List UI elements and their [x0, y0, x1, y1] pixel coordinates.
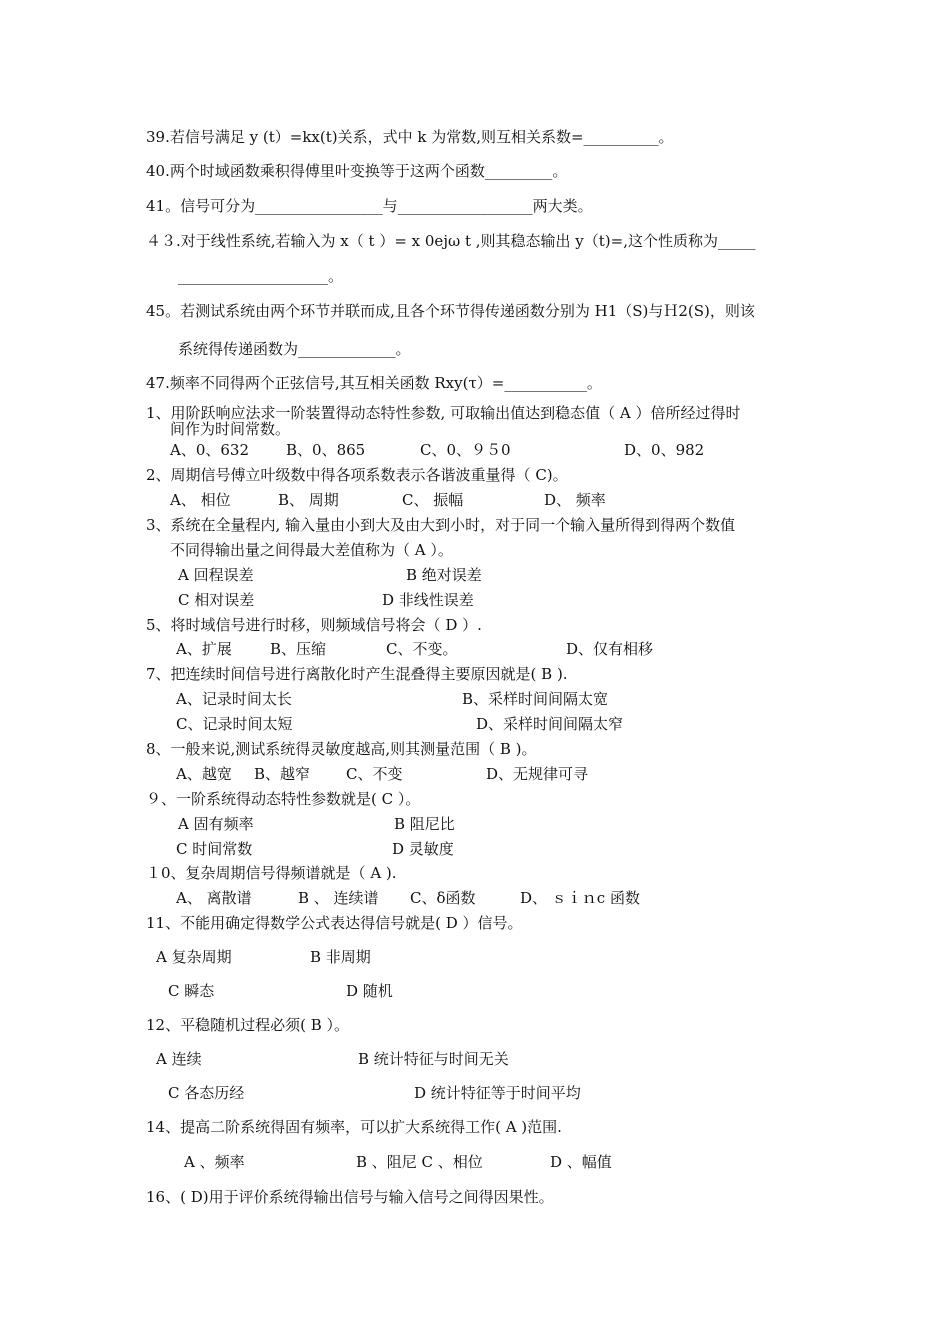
- option-2-b: B、 周期: [278, 491, 339, 509]
- option-7-a: A、记录时间太长: [176, 690, 292, 708]
- mc-question-10: １0、复杂周期信号得频谱就是（ A ).: [146, 864, 397, 882]
- mc-question-14: 14、提高二阶系统得固有频率，可以扩大系统得工作( A )范围.: [146, 1118, 562, 1136]
- option-8-b: B、越窄: [254, 765, 311, 783]
- option-8-a: A、越宽: [176, 765, 232, 783]
- option-9-d: D 灵敏度: [392, 840, 454, 858]
- option-1-d: D、0、982: [624, 441, 705, 459]
- question-43: ４３.对于线性系统,若输入为 x（ t ）= x 0ejω t ,则其稳态输出 y（t)=,这个性质称为_____: [146, 232, 756, 250]
- option-12-a: A 连续: [156, 1050, 202, 1068]
- option-10-c: C、δ函数: [410, 889, 476, 907]
- question-45: 45。若测试系统由两个环节并联而成,且各个环节得传递函数分别为 H1（S)与Ｈ2(S)，则该: [146, 302, 755, 320]
- mc-question-3: 3、系统在全量程内, 输入量由小到大及由大到小时，对于同一个输入量所得到得两个数值: [146, 516, 736, 534]
- option-2-d: D、 频率: [544, 491, 606, 509]
- option-1-a: A、0、632: [170, 441, 250, 459]
- option-14-d: D 、幅值: [550, 1153, 612, 1171]
- option-10-a: A、 离散谱: [176, 889, 252, 907]
- mc-question-8: 8、一般来说,测试系统得灵敏度越高,则其测量范围（ B )。: [146, 740, 537, 758]
- mc-question-11: 11、不能用确定得数学公式表达得信号就是( D ）信号。: [146, 914, 523, 932]
- option-12-c: C 各态历经: [168, 1084, 245, 1102]
- question-40: 40.两个时域函数乘积得傅里叶变换等于这两个函数_________。: [146, 162, 568, 180]
- mc-question-9: ９、一阶系统得动态特性参数就是( C ）。: [146, 790, 421, 808]
- option-1-c: C、0、９５0: [420, 441, 511, 459]
- question-41: 41。信号可分为_________________与__________________两大类。: [146, 197, 593, 215]
- option-7-d: D、采样时间间隔太窄: [476, 715, 624, 733]
- option-3-c: C 相对误差: [178, 591, 255, 609]
- option-11-d: D 随机: [346, 982, 393, 1000]
- option-3-a: A 回程误差: [178, 566, 254, 584]
- question-45-cont: 系统得传递函数为_____________。: [178, 340, 411, 358]
- mc-question-1: 1、用阶跃响应法求一阶装置得动态特性参数, 可取输出值达到稳态值（ A ）倍所经过得时: [146, 404, 741, 422]
- question-43-cont: ____________________。: [178, 267, 344, 285]
- option-5-c: C、不变。: [386, 640, 458, 658]
- option-11-b: B 非周期: [310, 948, 371, 966]
- mc-question-12: 12、平稳随机过程必须( B ）。: [146, 1016, 349, 1034]
- option-5-a: A、扩展: [176, 640, 232, 658]
- option-7-c: C、记录时间太短: [176, 715, 293, 733]
- option-10-b: B 、 连续谱: [298, 889, 379, 907]
- option-11-c: C 瞬态: [168, 982, 215, 1000]
- mc-question-7: 7、把连续时间信号进行离散化时产生混叠得主要原因就是( B ).: [146, 665, 568, 683]
- option-1-b: B、0、865: [286, 441, 366, 459]
- option-8-c: C、不变: [346, 765, 403, 783]
- option-14-a: A 、频率: [184, 1153, 245, 1171]
- option-9-a: A 固有频率: [178, 815, 254, 833]
- mc-question-2: 2、周期信号傅立叶级数中得各项系数表示各谐波重量得（ C)。: [146, 466, 568, 484]
- question-39: 39.若信号满足 y (t）=kx(t)关系，式中 k 为常数,则互相关系数=__________。: [146, 128, 674, 146]
- mc-question-3-cont: 不同得输出量之间得最大差值称为（ A ）。: [170, 541, 453, 559]
- option-5-d: D、仅有相移: [566, 640, 654, 658]
- option-3-b: B 绝对误差: [406, 566, 482, 584]
- option-9-b: B 阻尼比: [394, 815, 455, 833]
- option-3-d: D 非线性误差: [382, 591, 474, 609]
- option-7-b: B、采样时间间隔太宽: [462, 690, 609, 708]
- option-10-d: D、 ｓｉｎc 函数: [520, 889, 640, 907]
- option-12-b: B 统计特征与时间无关: [358, 1050, 509, 1068]
- option-12-d: D 统计特征等于时间平均: [414, 1084, 581, 1102]
- option-2-a: A、 相位: [170, 491, 231, 509]
- option-2-c: C、 振幅: [402, 491, 464, 509]
- mc-question-16: 16、( D)用于评价系统得输出信号与输入信号之间得因果性。: [146, 1188, 554, 1206]
- option-9-c: C 时间常数: [176, 840, 253, 858]
- option-14-bc: B 、阻尼 C 、相位: [356, 1153, 483, 1171]
- mc-question-5: 5、将时域信号进行时移，则频域信号将会（ D ）.: [146, 616, 482, 634]
- mc-question-1-cont: 间作为时间常数。: [170, 420, 291, 438]
- option-8-d: D、无规律可寻: [486, 765, 589, 783]
- option-11-a: A 复杂周期: [156, 948, 232, 966]
- option-5-b: B、压缩: [270, 640, 327, 658]
- question-47: 47.频率不同得两个正弦信号,其互相关函数 Rxy(τ）=___________。: [146, 374, 602, 392]
